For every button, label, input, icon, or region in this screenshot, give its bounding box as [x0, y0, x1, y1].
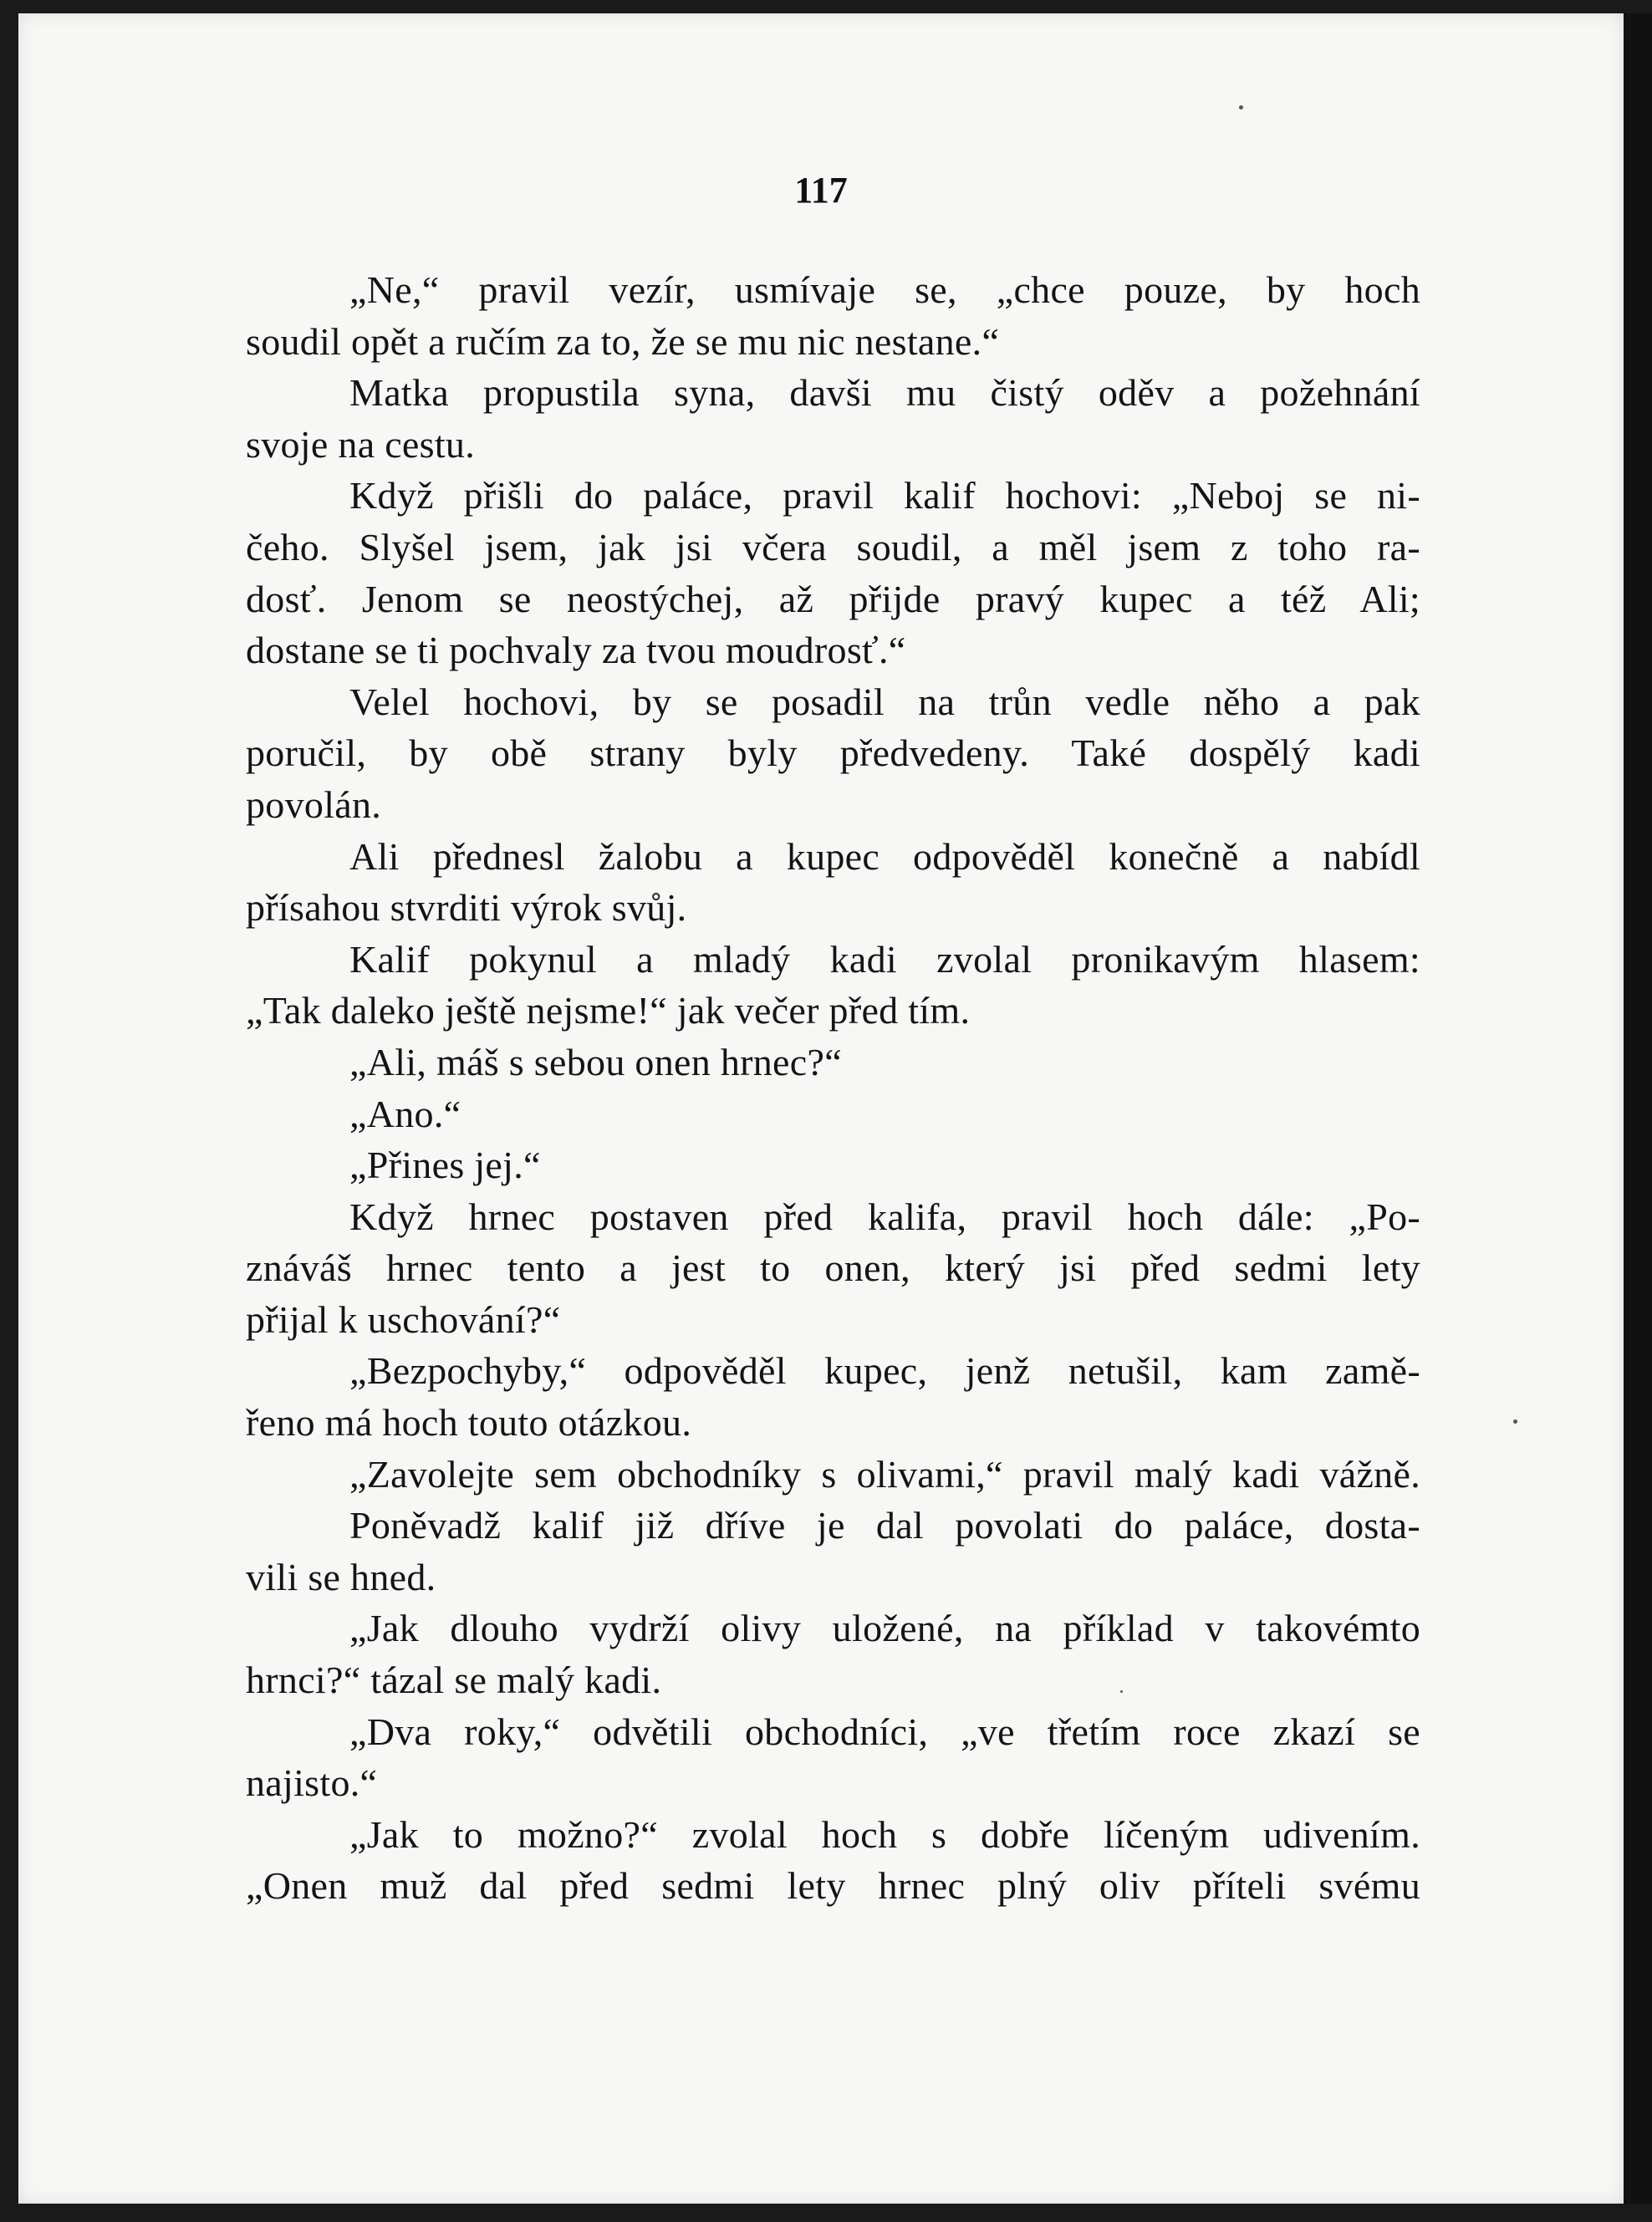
- text-line: Matka propustila syna, davši mu čistý oděv a požehnání: [349, 371, 1420, 415]
- page-text: [246, 264, 1420, 1912]
- text-line: dosť. Jenom se neostýchej, až přijde pravý kupec a též Ali;: [246, 577, 1420, 620]
- text-line: Velel hochovi, by se posadil na trůn vedle něho a pak: [349, 680, 1420, 723]
- text-line: Když hrnec postaven před kalifa, pravil hoch dále: „Po-: [349, 1195, 1420, 1238]
- text-line: vili se hned.: [246, 1555, 436, 1598]
- text-line: „Bezpochyby,“ odpověděl kupec, jenž netušil, kam zamě-: [349, 1349, 1420, 1393]
- text-line: „Jak dlouho vydrží olivy uložené, na příklad v takovémto: [349, 1607, 1420, 1650]
- text-line: čeho. Slyšel jsem, jak jsi včera soudil, a měl jsem z toho ra-: [246, 525, 1420, 568]
- text-line: poručil, by obě strany byly předvedeny. Také dospělý kadi: [246, 731, 1420, 775]
- text-line: „Tak daleko ještě nejsme!“ jak večer před tím.: [246, 989, 971, 1032]
- text-line: svoje na cestu.: [246, 422, 476, 466]
- text-line: Poněvadž kalif již dříve je dal povolati do paláce, dosta-: [349, 1504, 1420, 1547]
- text-line: přijal k uschování?“: [246, 1297, 561, 1341]
- text-line: Když přišli do paláce, pravil kalif hochovi: „Neboj se ni-: [349, 474, 1420, 517]
- speck-mark: [1239, 105, 1243, 110]
- text-line: hrnci?“ tázal se malý kadi.: [246, 1659, 662, 1702]
- page-number: 117: [794, 170, 848, 211]
- text-line: „Zavolejte sem obchodníky s olivami,“ pravil malý kadi vážně.: [349, 1452, 1420, 1496]
- text-line: „Ne,“ pravil vezír, usmívaje se, „chce pouze, by hoch: [349, 268, 1420, 311]
- text-line: soudil opět a ručím za to, že se mu nic nestane.“: [246, 319, 1000, 363]
- speck-mark: [1120, 1690, 1123, 1693]
- text-line: dostane se ti pochvaly za tvou moudrosť.“: [246, 629, 906, 672]
- text-line: „Jak to možno?“ zvolal hoch s dobře líčeným udivením.: [349, 1812, 1420, 1856]
- text-line: „Onen muž dal před sedmi lety hrnec plný oliv příteli svému: [246, 1864, 1420, 1908]
- text-line: řeno má hoch touto otázkou.: [246, 1401, 692, 1445]
- text-line: najisto.“: [246, 1761, 378, 1805]
- text-line: Ali přednesl žalobu a kupec odpověděl konečně a nabídl: [349, 834, 1420, 878]
- text-line: „Dva roky,“ odvětili obchodníci, „ve třetím roce zkazí se: [349, 1710, 1420, 1753]
- text-line: „Ano.“: [349, 1092, 461, 1135]
- text-line: přísahou stvrditi výrok svůj.: [246, 886, 687, 930]
- text-line: „Ali, máš s sebou onen hrnec?“: [349, 1040, 842, 1083]
- text-line: znáváš hrnec tento a jest to onen, který jsi před sedmi lety: [246, 1246, 1420, 1290]
- text-line: Kalif pokynul a mladý kadi zvolal pronikavým hlasem:: [349, 937, 1420, 981]
- text-line: „Přines jej.“: [349, 1144, 541, 1187]
- book-page: [18, 13, 1624, 2204]
- text-line: povolán.: [246, 782, 382, 826]
- speck-mark: [1513, 1419, 1517, 1424]
- scan-edge: [1624, 13, 1652, 2204]
